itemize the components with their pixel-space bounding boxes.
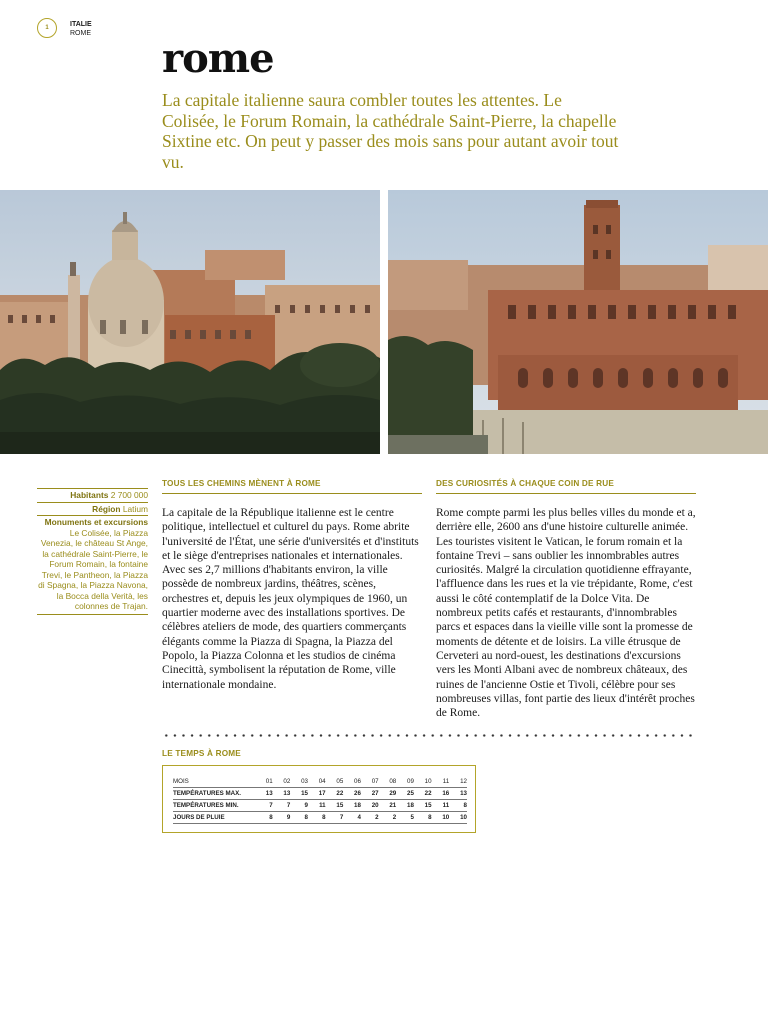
weather-header-row	[173, 776, 467, 788]
weather-month-cell: 11	[432, 776, 450, 788]
breadcrumb-city: ROME	[70, 29, 91, 37]
weather-value-cell: 2	[361, 812, 379, 824]
weather-month-cell: 02	[273, 776, 291, 788]
fact-monuments-value: Le Colisée, la Piazza Venezia, le château St Ange, la cathédrale Saint-Pierre, le Forum Romain, la fontaine Trevi, le Pantheon, la Piazza di Spagna, la Piazza Navona, la Bocca della Verità, les colonnes de Trajan.	[38, 527, 148, 611]
weather-row	[173, 812, 467, 824]
weather-value-cell: 20	[361, 800, 379, 812]
fact-region-label: Région	[92, 503, 121, 514]
weather-value-cell: 15	[290, 788, 308, 800]
breadcrumb-country: ITALIE	[70, 21, 92, 28]
photo-trajan-markets	[388, 190, 768, 454]
weather-value-cell: 9	[273, 812, 291, 824]
weather-value-cell: 15	[326, 800, 344, 812]
weather-month-cell: 01	[255, 776, 273, 788]
weather-value-cell: 8	[255, 812, 273, 824]
weather-value-cell: 22	[326, 788, 344, 800]
lede-paragraph: La capitale italienne saura combler toutes les attentes. Le Colisée, le Forum Romain, la cathédrale Saint-Pierre, la chapelle Sixtine etc. On peut y passer des mois sans pour autant avoir tout vu.	[162, 90, 619, 172]
weather-month-cell: 06	[343, 776, 361, 788]
weather-month-cell: 09	[396, 776, 414, 788]
section-heading-curiosites: DES CURIOSITÉS À CHAQUE COIN DE RUE	[436, 479, 696, 494]
weather-row-label: TEMPÉRATURES MAX.	[173, 788, 255, 800]
fact-sidebar	[37, 488, 148, 615]
weather-value-cell: 22	[414, 788, 432, 800]
weather-value-cell: 8	[414, 812, 432, 824]
dotted-divider	[162, 734, 696, 737]
weather-value-cell: 25	[396, 788, 414, 800]
section-body-curiosites: Rome compte parmi les plus belles villes du monde et a, derrière elle, 2600 ans d'une histoire culturelle animée. Les touristes visitent le Vatican, le forum romain et la fontaine Trevi – sans oublier les innombrables autres curiosités. Malgré la circulation quotidienne effrayante, l'affluence dans les rues et la vie trépidante, Rome, c'est aussi le côté contemplatif de la Dolce Vita. De nombreux petits cafés et restaurants, d'innombrables parcs et espaces dans la vieille ville sont la promesse de moments de détente et de loisirs. La ville étrusque de Cerveteri au nord-ouest, les destinations d'excursions vers les Monti Albani avec de nombreux châteaux, des ruines de l'ancienne Ostie et Tivoli, célèbre pour ses nombreuses villas, font partie des lieux d'intérêt proches de Rome.	[436, 507, 696, 720]
section-heading-chemins: TOUS LES CHEMINS MÈNENT À ROME	[162, 479, 422, 494]
weather-value-cell: 8	[449, 800, 467, 812]
fact-region-value: Latium	[122, 503, 148, 514]
weather-value-cell: 29	[379, 788, 397, 800]
fact-monuments	[37, 515, 148, 615]
weather-value-cell: 2	[379, 812, 397, 824]
weather-value-cell: 27	[361, 788, 379, 800]
weather-value-cell: 13	[255, 788, 273, 800]
weather-value-cell: 11	[432, 800, 450, 812]
weather-value-cell: 10	[449, 812, 467, 824]
weather-month-cell: 12	[449, 776, 467, 788]
weather-value-cell: 5	[396, 812, 414, 824]
weather-value-cell: 18	[343, 800, 361, 812]
page-number-badge	[37, 18, 57, 38]
weather-month-cell: 05	[326, 776, 344, 788]
weather-value-cell: 16	[432, 788, 450, 800]
weather-month-cell: 08	[379, 776, 397, 788]
weather-value-cell: 8	[290, 812, 308, 824]
weather-value-cell: 7	[273, 800, 291, 812]
weather-months-label: MOIS	[173, 776, 255, 788]
weather-table	[173, 776, 467, 824]
weather-value-cell: 13	[273, 788, 291, 800]
weather-month-cell: 03	[290, 776, 308, 788]
weather-value-cell: 13	[449, 788, 467, 800]
weather-value-cell: 7	[326, 812, 344, 824]
weather-month-cell: 10	[414, 776, 432, 788]
weather-value-cell: 18	[396, 800, 414, 812]
weather-row	[173, 800, 467, 812]
weather-value-cell: 8	[308, 812, 326, 824]
section-body-chemins: La capitale de la République italienne est le centre politique, intellectuel et culturel du pays. Rome abrite l'université de l'État, une série d'universités et d'instituts et le siège d'entreprises nationales et internationales. Avec ses 2,7 millions d'habitants environ, la ville possède de nombreux jardins, théâtres, scènes, orchestres et, depuis les jeux olympiques de 1960, un quartier moderne avec des installations sportives. De célèbres ateliers de mode, des quartiers commerçants élégants comme la Piazza di Spagna, la Piazza del Popolo, la Piazza Colonna et les studios de cinéma Cinecittà, symbolisent la réputation de Rome, ville internationale mondaine.	[162, 507, 419, 691]
fact-monuments-label: Monuments et excursions	[44, 517, 148, 527]
page-number: 1	[45, 25, 49, 31]
breadcrumb	[70, 21, 92, 38]
weather-value-cell: 15	[414, 800, 432, 812]
fact-region	[37, 502, 148, 516]
weather-value-cell: 11	[308, 800, 326, 812]
page-title: rome	[162, 35, 274, 82]
weather-value-cell: 17	[308, 788, 326, 800]
weather-month-cell: 07	[361, 776, 379, 788]
weather-row	[173, 788, 467, 800]
weather-value-cell: 10	[432, 812, 450, 824]
fact-habitants	[37, 488, 148, 502]
weather-value-cell: 9	[290, 800, 308, 812]
fact-habitants-value: 2 700 000	[110, 490, 148, 500]
weather-value-cell: 26	[343, 788, 361, 800]
weather-heading: LE TEMPS À ROME	[162, 749, 241, 758]
weather-row-label: TEMPÉRATURES MIN.	[173, 800, 255, 812]
weather-value-cell: 7	[255, 800, 273, 812]
weather-month-cell: 04	[308, 776, 326, 788]
weather-value-cell: 4	[343, 812, 361, 824]
weather-value-cell: 21	[379, 800, 397, 812]
weather-table-box	[162, 765, 476, 833]
weather-row-label: JOURS DE PLUIE	[173, 812, 255, 824]
photo-dome-skyline	[0, 190, 380, 454]
fact-habitants-label: Habitants	[70, 490, 109, 500]
